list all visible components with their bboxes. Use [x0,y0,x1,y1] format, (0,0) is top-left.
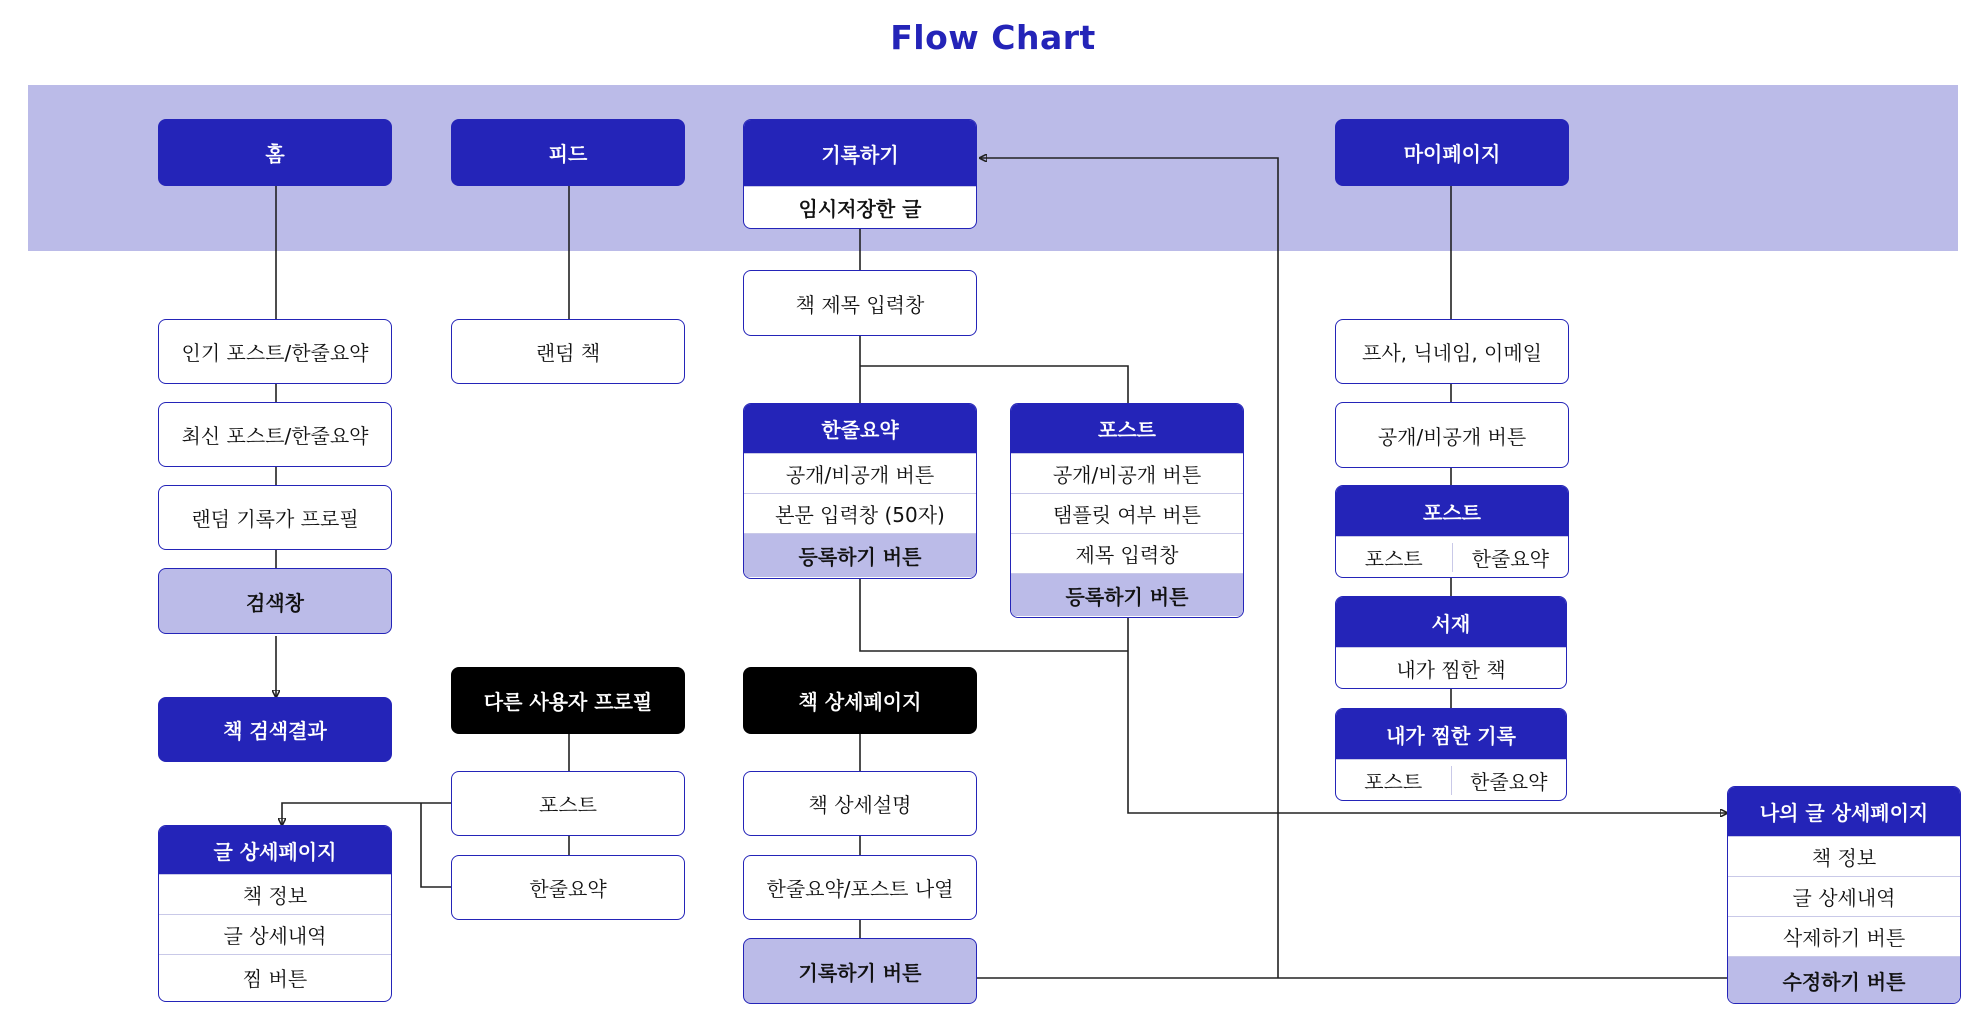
other-user-profile[interactable] [451,667,685,734]
mypage-liked-books[interactable]: 내가 찜한 책 [1336,647,1566,688]
mypage-liked-records-header: 내가 찜한 기록 [1336,709,1566,759]
draft-posts-label[interactable]: 임시저장한 글 [744,186,976,228]
book-description-label: 책 상세설명 [808,793,912,817]
my-post-detail-page [1727,786,1961,1004]
nav-write-label: 기록하기 [744,120,976,186]
post-submit-button[interactable]: 등록하기 버튼 [1011,573,1243,616]
summary-visibility-toggle[interactable]: 공개/비공개 버튼 [744,453,976,493]
summary-body-input[interactable]: 본문 입력창 (50자) [744,493,976,533]
other-profile-post[interactable] [451,771,685,836]
book-detail-page-label: 책 상세페이지 [798,690,922,714]
post-visibility-toggle[interactable]: 공개/비공개 버튼 [1011,453,1243,493]
nav-feed-label: 피드 [548,142,588,166]
my-post-edit-button[interactable]: 수정하기 버튼 [1728,956,1960,1003]
post-detail-like-button[interactable]: 찜 버튼 [159,954,391,1000]
nav-mypage-label: 마이페이지 [1403,142,1501,166]
mypage-profile-info [1335,319,1569,384]
nav-home-label: 홈 [265,142,285,166]
book-records-list-label: 한줄요약/포스트 나열 [766,877,954,901]
home-search-label: 검색창 [246,590,304,615]
nav-mypage[interactable] [1335,119,1569,186]
other-profile-post-label: 포스트 [539,793,597,817]
post-detail-content: 글 상세내역 [159,914,391,954]
book-records-list[interactable] [743,855,977,920]
liked-posts-tab[interactable]: 포스트 [1364,769,1423,794]
mypage-visibility-toggle[interactable] [1335,402,1569,468]
post-form [1010,403,1244,618]
home-random-profile-label: 랜덤 기록가 프로필 [191,507,359,531]
mypage-posts-header: 포스트 [1336,486,1568,536]
mypage-visibility-toggle-label: 공개/비공개 버튼 [1377,424,1527,449]
other-profile-summary[interactable] [451,855,685,920]
book-search-results-label: 책 검색결과 [223,719,327,743]
post-detail-header: 글 상세페이지 [159,826,391,874]
mypage-library-section [1335,596,1567,689]
summary-form [743,403,977,579]
liked-summaries-tab[interactable]: 한줄요약 [1451,766,1567,795]
home-popular-label: 인기 포스트/한줄요약 [181,341,369,365]
post-form-header: 포스트 [1011,404,1243,453]
summary-submit-button[interactable]: 등록하기 버튼 [744,533,976,577]
post-title-input[interactable]: 제목 입력창 [1011,533,1243,573]
my-post-detail-header: 나의 글 상세페이지 [1728,787,1960,836]
home-search-bar[interactable] [158,568,392,634]
home-latest-posts[interactable] [158,402,392,467]
book-title-input[interactable] [743,270,977,336]
feed-random-book[interactable] [451,319,685,384]
book-detail-page[interactable] [743,667,977,734]
other-user-profile-label: 다른 사용자 프로필 [483,690,653,714]
post-template-toggle[interactable]: 탬플릿 여부 버튼 [1011,493,1243,533]
my-post-book-info[interactable]: 책 정보 [1728,836,1960,876]
nav-write[interactable] [743,119,977,229]
mypage-library-header: 서재 [1336,597,1566,647]
home-random-profile[interactable] [158,485,392,550]
mypage-posts-tab[interactable]: 포스트 [1364,546,1423,571]
my-post-content: 글 상세내역 [1728,876,1960,916]
mypage-liked-records-section [1335,708,1567,801]
book-title-input-label: 책 제목 입력창 [795,292,925,317]
other-profile-summary-label: 한줄요약 [529,877,607,901]
mypage-summaries-tab[interactable]: 한줄요약 [1452,543,1569,572]
feed-random-book-label: 랜덤 책 [535,341,601,365]
connector-summary-to-post-detail [421,803,451,887]
summary-form-header: 한줄요약 [744,404,976,453]
chart-title: Flow Chart [890,18,1096,57]
arrow-profile-to-post-detail [282,803,451,825]
book-write-button[interactable] [743,938,977,1004]
nav-feed[interactable] [451,119,685,186]
my-post-delete-button[interactable]: 삭제하기 버튼 [1728,916,1960,956]
home-popular-posts[interactable] [158,319,392,384]
nav-home[interactable] [158,119,392,186]
post-detail-page [158,825,392,1002]
home-latest-label: 최신 포스트/한줄요약 [181,424,369,448]
post-detail-book-info[interactable]: 책 정보 [159,874,391,914]
book-search-results[interactable] [158,697,392,762]
connector-split-post [860,366,1128,403]
mypage-posts-section [1335,485,1569,578]
mypage-profile-info-label: 프사, 닉네임, 이메일 [1362,341,1542,365]
book-description [743,771,977,836]
book-write-button-label: 기록하기 버튼 [798,960,922,985]
